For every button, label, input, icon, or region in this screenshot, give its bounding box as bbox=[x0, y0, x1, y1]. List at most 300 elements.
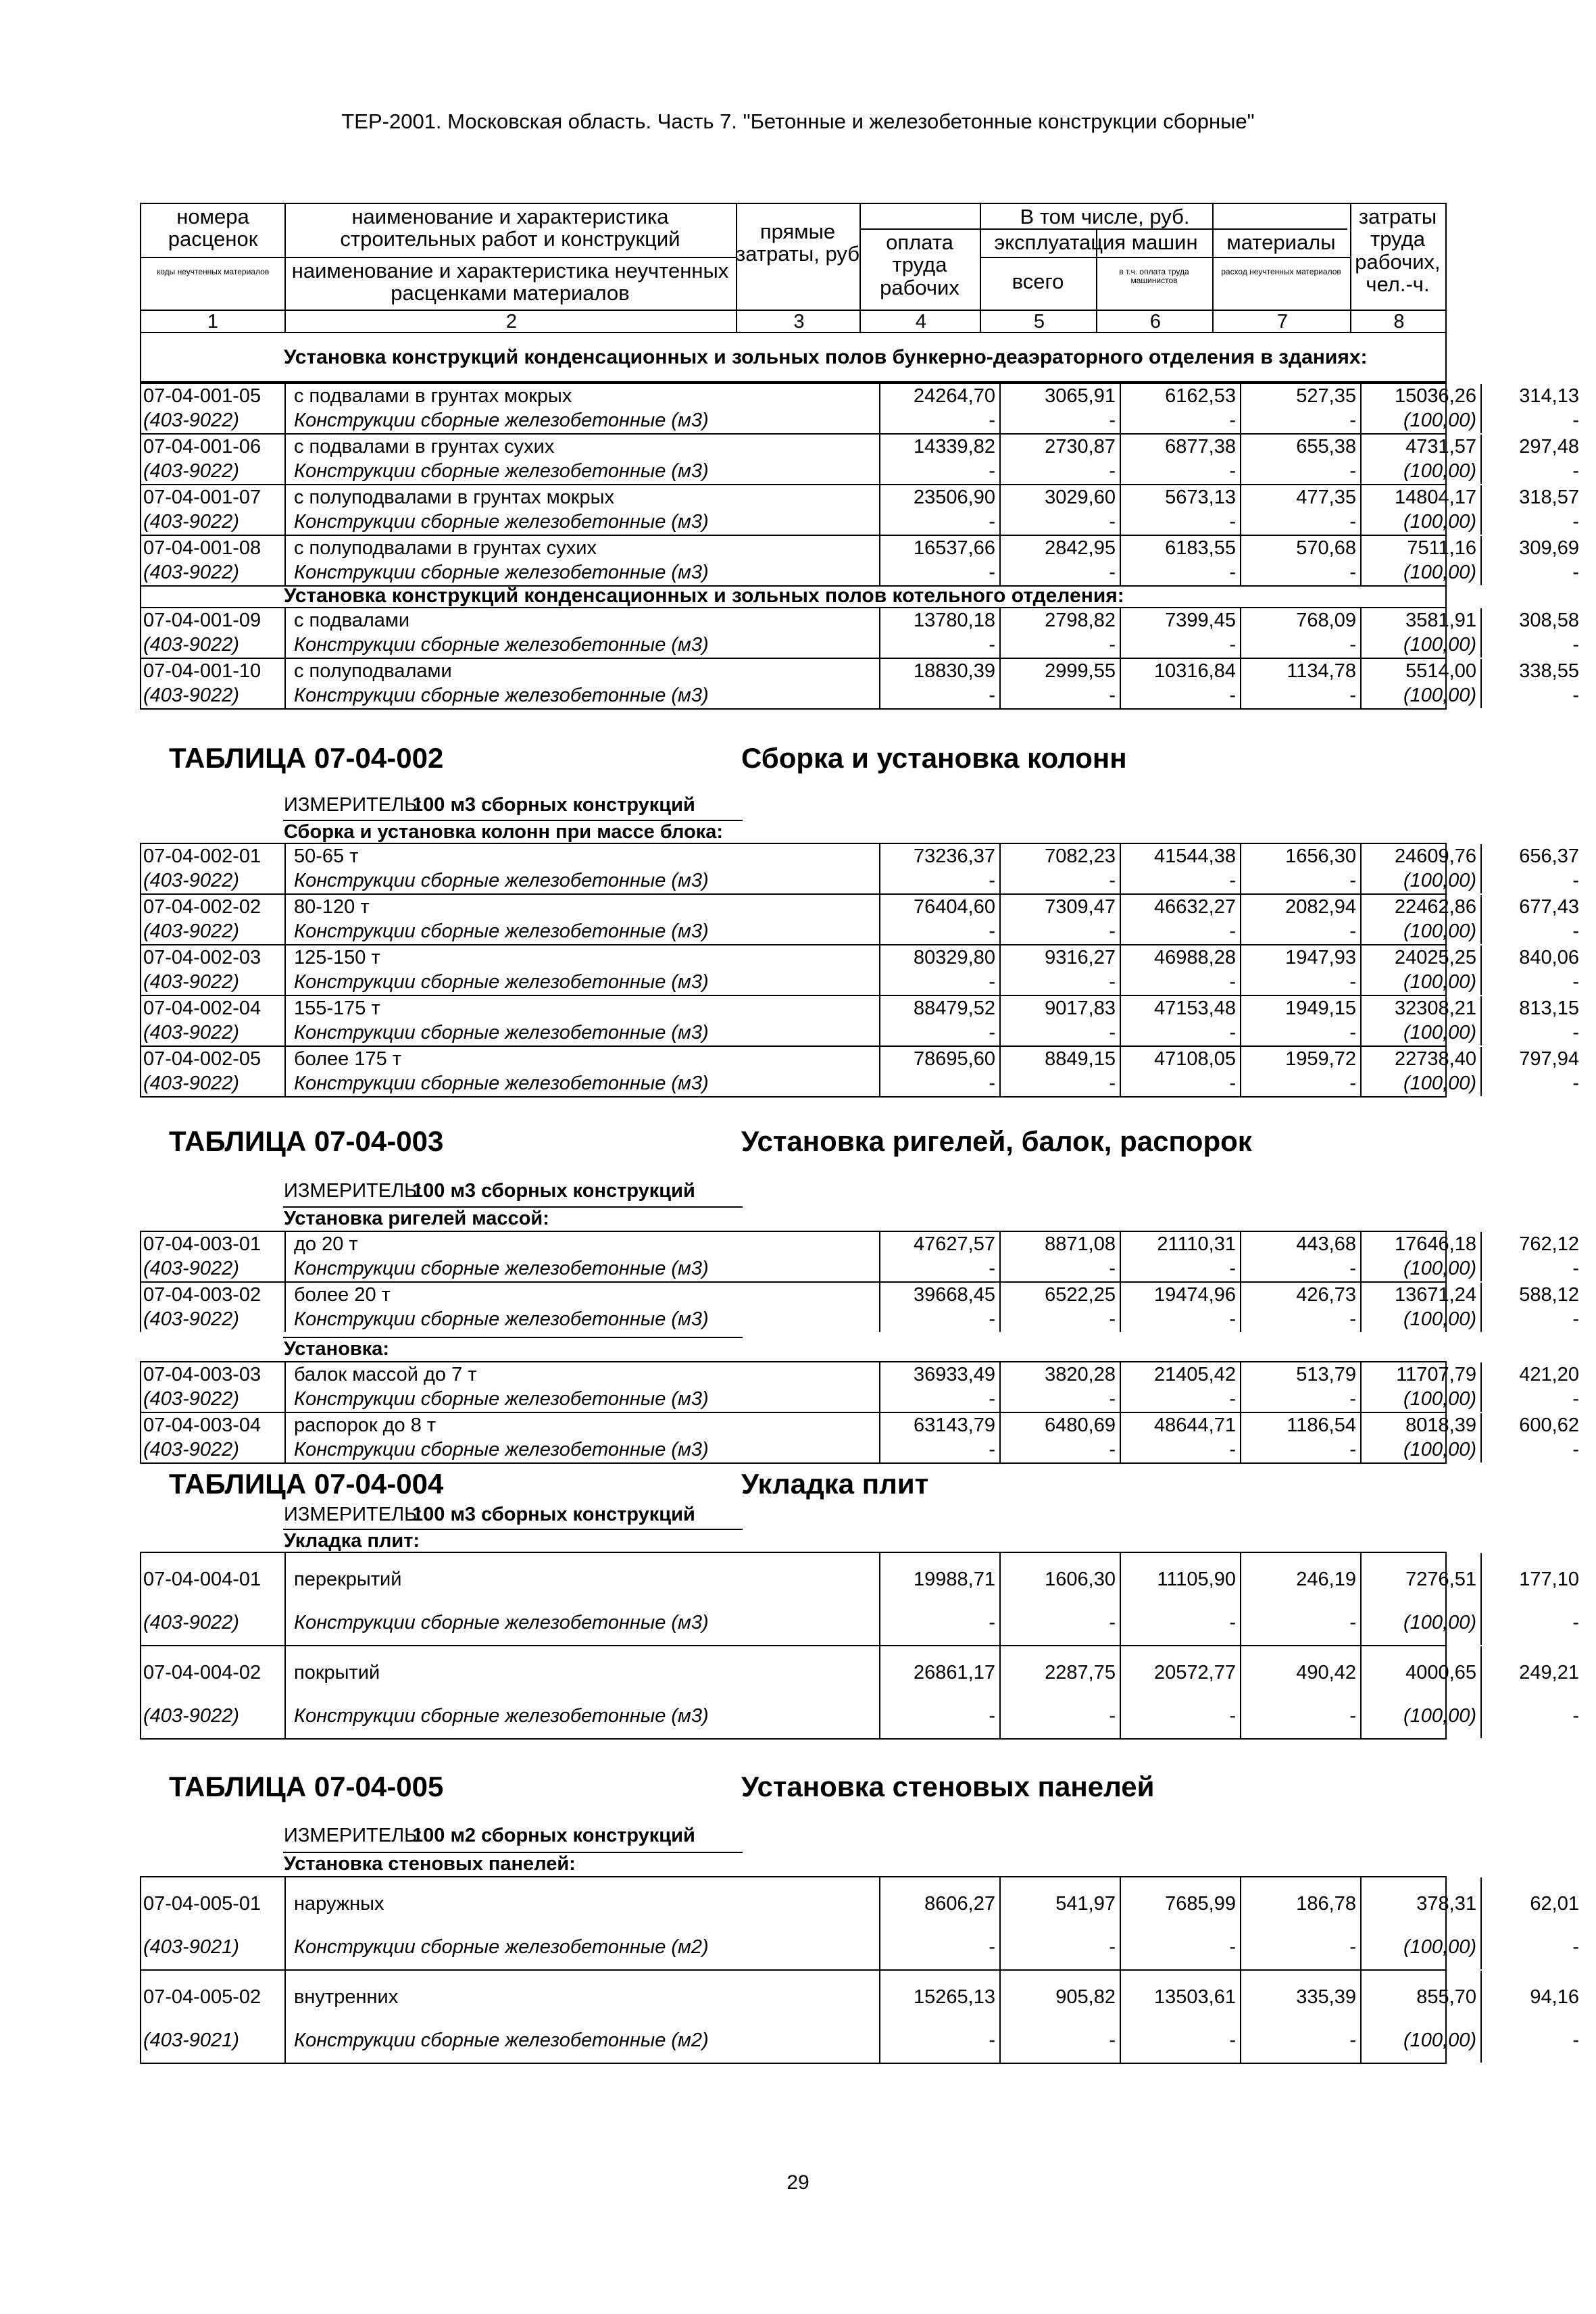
header-group-label: В том числе, руб. bbox=[1020, 205, 1190, 228]
rate-name: наружных bbox=[284, 1877, 879, 1921]
machinist-pay-value: 1656,30 bbox=[1240, 844, 1360, 868]
labor-pay-value: - bbox=[999, 1596, 1120, 1645]
material-row bbox=[140, 1306, 1579, 1332]
materials-value: (100,00) bbox=[1360, 1020, 1480, 1045]
machinist-pay-value: 490,42 bbox=[1240, 1646, 1360, 1690]
rate-row bbox=[140, 535, 1579, 560]
materials-value: (100,00) bbox=[1360, 1306, 1480, 1332]
material-name: Конструкции сборные железобетонные (м3) bbox=[284, 1386, 879, 1412]
machinist-pay-value: - bbox=[1240, 632, 1360, 658]
machinist-pay-value: 527,35 bbox=[1240, 384, 1360, 408]
machines-total-value: 46632,27 bbox=[1120, 895, 1240, 918]
materials-value: (100,00) bbox=[1360, 1437, 1480, 1462]
machines-total-value: - bbox=[1120, 1306, 1240, 1332]
direct-costs-value: 13780,18 bbox=[879, 608, 999, 632]
group-title: Установка стеновых панелей: bbox=[284, 1853, 576, 1875]
material-code: (403-9022) bbox=[143, 511, 239, 533]
material-name: Конструкции сборные железобетонные (м3) bbox=[284, 1690, 879, 1738]
material-name: Конструкции сборные железобетонные (м3) bbox=[284, 458, 879, 484]
labor-hours-value: - bbox=[1480, 1437, 1583, 1462]
machines-total-value: 21110,31 bbox=[1120, 1232, 1240, 1256]
material-name: Конструкции сборные железобетонные (м3) bbox=[284, 509, 879, 535]
labor-pay-value: 8871,08 bbox=[999, 1232, 1120, 1256]
direct-costs-value: - bbox=[879, 1070, 999, 1096]
material-row bbox=[140, 2014, 1579, 2063]
direct-costs-value: - bbox=[879, 458, 999, 484]
labor-hours-value: - bbox=[1480, 458, 1583, 484]
machines-total-value: 47108,05 bbox=[1120, 1047, 1240, 1070]
direct-costs-value: - bbox=[879, 1386, 999, 1412]
labor-pay-value: - bbox=[999, 632, 1120, 658]
direct-costs-value: 80329,80 bbox=[879, 945, 999, 969]
machinist-pay-value: - bbox=[1240, 1437, 1360, 1462]
rate-row bbox=[140, 1361, 1579, 1386]
header-machinist-pay: в т.ч. оплата труда машинистов bbox=[1119, 267, 1189, 285]
machines-total-value: 46988,28 bbox=[1120, 945, 1240, 969]
materials-value: 14804,17 bbox=[1360, 485, 1480, 509]
material-code: (403-9022) bbox=[143, 685, 239, 706]
labor-pay-value: 2999,55 bbox=[999, 659, 1120, 683]
material-code: (403-9022) bbox=[143, 1022, 239, 1043]
labor-hours-value: - bbox=[1480, 918, 1583, 944]
rate-code: 07-04-002-02 bbox=[143, 896, 261, 918]
machinist-pay-value: - bbox=[1240, 918, 1360, 944]
materials-value: (100,00) bbox=[1360, 868, 1480, 893]
direct-costs-value: - bbox=[879, 560, 999, 585]
measure-label: ИЗМЕРИТЕЛЬ: bbox=[284, 1825, 423, 1846]
labor-hours-value: - bbox=[1480, 1020, 1583, 1045]
machines-total-value: - bbox=[1120, 1070, 1240, 1096]
labor-pay-value: 3065,91 bbox=[999, 384, 1120, 408]
rate-row bbox=[140, 658, 1579, 683]
header-materials: материалы bbox=[1226, 230, 1336, 254]
rate-code: 07-04-001-10 bbox=[143, 660, 261, 682]
labor-pay-value: 6480,69 bbox=[999, 1413, 1120, 1437]
material-name: Конструкции сборные железобетонные (м3) bbox=[284, 918, 879, 944]
materials-value: (100,00) bbox=[1360, 1256, 1480, 1281]
rate-row bbox=[140, 1231, 1579, 1256]
labor-pay-value: - bbox=[999, 1921, 1120, 1969]
machinist-pay-value: 477,35 bbox=[1240, 485, 1360, 509]
rate-row bbox=[140, 1552, 1579, 1596]
labor-hours-value: 797,94 bbox=[1480, 1047, 1583, 1070]
direct-costs-value: - bbox=[879, 2014, 999, 2063]
direct-costs-value: - bbox=[879, 1437, 999, 1462]
labor-pay-value: 8849,15 bbox=[999, 1047, 1120, 1070]
materials-value: 24025,25 bbox=[1360, 945, 1480, 969]
rate-code: 07-04-001-05 bbox=[143, 385, 261, 407]
rate-row bbox=[140, 995, 1579, 1020]
direct-costs-value: 88479,52 bbox=[879, 996, 999, 1020]
machines-total-value: 41544,38 bbox=[1120, 844, 1240, 868]
rate-row bbox=[140, 1281, 1579, 1306]
materials-value: (100,00) bbox=[1360, 2014, 1480, 2063]
direct-costs-value: - bbox=[879, 1596, 999, 1645]
page-title: ТЕР-2001. Московская область. Часть 7. "Бетонные и железобетонные конструкции сборные" bbox=[341, 109, 1255, 133]
material-code: (403-9022) bbox=[143, 1705, 239, 1727]
labor-hours-value: 813,15 bbox=[1480, 996, 1583, 1020]
machinist-pay-value: 1186,54 bbox=[1240, 1413, 1360, 1437]
labor-hours-value: 308,58 bbox=[1480, 608, 1583, 632]
material-row bbox=[140, 509, 1579, 535]
materials-value: (100,00) bbox=[1360, 1596, 1480, 1645]
direct-costs-value: 63143,79 bbox=[879, 1413, 999, 1437]
machines-total-value: - bbox=[1120, 408, 1240, 433]
col-number: 2 bbox=[284, 311, 737, 332]
machinist-pay-value: 1947,93 bbox=[1240, 945, 1360, 969]
material-code: (403-9022) bbox=[143, 460, 239, 482]
table-bottom-border bbox=[140, 1096, 1447, 1098]
direct-costs-value: - bbox=[879, 1921, 999, 1969]
machines-total-value: 10316,84 bbox=[1120, 659, 1240, 683]
labor-hours-value: 840,06 bbox=[1480, 945, 1583, 969]
materials-value: (100,00) bbox=[1360, 1070, 1480, 1096]
direct-costs-value: - bbox=[879, 408, 999, 433]
materials-value: 8018,39 bbox=[1360, 1413, 1480, 1437]
rate-row bbox=[140, 944, 1579, 969]
rate-code: 07-04-001-06 bbox=[143, 436, 261, 458]
machinist-pay-value: - bbox=[1240, 1306, 1360, 1332]
col-number: 3 bbox=[736, 311, 861, 332]
rate-code: 07-04-003-03 bbox=[143, 1364, 261, 1385]
rate-name: покрытий bbox=[284, 1646, 879, 1690]
labor-pay-value: - bbox=[999, 1020, 1120, 1045]
material-name: Конструкции сборные железобетонные (м3) bbox=[284, 1020, 879, 1045]
machines-total-value: - bbox=[1120, 1256, 1240, 1281]
machinist-pay-value: 655,38 bbox=[1240, 435, 1360, 458]
column-header bbox=[140, 203, 1447, 311]
machines-total-value: - bbox=[1120, 1690, 1240, 1738]
material-code: (403-9021) bbox=[143, 1936, 239, 1958]
materials-value: (100,00) bbox=[1360, 969, 1480, 995]
labor-pay-value: 2287,75 bbox=[999, 1646, 1120, 1690]
materials-value: 15036,26 bbox=[1360, 384, 1480, 408]
machines-total-value: - bbox=[1120, 458, 1240, 484]
direct-costs-value: - bbox=[879, 632, 999, 658]
direct-costs-value: 16537,66 bbox=[879, 536, 999, 560]
rate-code: 07-04-001-07 bbox=[143, 487, 261, 508]
direct-costs-value: 15265,13 bbox=[879, 1971, 999, 2014]
material-row bbox=[140, 1437, 1579, 1462]
material-row bbox=[140, 969, 1579, 995]
labor-pay-value: - bbox=[999, 969, 1120, 995]
col-number: 7 bbox=[1212, 311, 1351, 332]
direct-costs-value: 23506,90 bbox=[879, 485, 999, 509]
table-heading: Укладка плит bbox=[741, 1468, 929, 1500]
materials-value: (100,00) bbox=[1360, 509, 1480, 535]
direct-costs-value: 78695,60 bbox=[879, 1047, 999, 1070]
table-title: ТАБЛИЦА 07-04-004 bbox=[169, 1468, 444, 1500]
machinist-pay-value: - bbox=[1240, 683, 1360, 708]
labor-pay-value: - bbox=[999, 683, 1120, 708]
rate-name: распорок до 8 т bbox=[284, 1413, 879, 1437]
machinist-pay-value: - bbox=[1240, 2014, 1360, 2063]
direct-costs-value: 36933,49 bbox=[879, 1362, 999, 1386]
machinist-pay-value: - bbox=[1240, 1921, 1360, 1969]
rate-name: 155-175 т bbox=[284, 996, 879, 1020]
column-numbers bbox=[140, 311, 1447, 333]
rate-code: 07-04-002-03 bbox=[143, 947, 261, 968]
material-code: (403-9022) bbox=[143, 1308, 239, 1330]
labor-pay-value: 2798,82 bbox=[999, 608, 1120, 632]
measure-label: ИЗМЕРИТЕЛЬ: bbox=[284, 1504, 423, 1525]
materials-value: 17646,18 bbox=[1360, 1232, 1480, 1256]
rate-name: до 20 т bbox=[284, 1232, 879, 1256]
direct-costs-value: 8606,27 bbox=[879, 1877, 999, 1921]
table-bottom-border bbox=[140, 2063, 1447, 2064]
rate-row bbox=[140, 1645, 1579, 1690]
direct-costs-value: - bbox=[879, 969, 999, 995]
machines-total-value: - bbox=[1120, 2014, 1240, 2063]
direct-costs-value: - bbox=[879, 1020, 999, 1045]
direct-costs-value: - bbox=[879, 1690, 999, 1738]
rate-row bbox=[140, 1412, 1579, 1437]
labor-hours-value: 656,37 bbox=[1480, 844, 1583, 868]
material-row bbox=[140, 918, 1579, 944]
machinist-pay-value: - bbox=[1240, 969, 1360, 995]
header-codes: номера расценок bbox=[168, 205, 258, 251]
direct-costs-value: 76404,60 bbox=[879, 895, 999, 918]
machines-total-value: 48644,71 bbox=[1120, 1413, 1240, 1437]
material-name: Конструкции сборные железобетонные (м3) bbox=[284, 1437, 879, 1462]
material-code: (403-9022) bbox=[143, 1439, 239, 1460]
materials-value: (100,00) bbox=[1360, 458, 1480, 484]
materials-value: 13671,24 bbox=[1360, 1283, 1480, 1306]
machinist-pay-value: 426,73 bbox=[1240, 1283, 1360, 1306]
header-labor-hours: затраты труда рабочих, чел.-ч. bbox=[1355, 205, 1441, 297]
labor-pay-value: 1606,30 bbox=[999, 1553, 1120, 1596]
materials-value: (100,00) bbox=[1360, 632, 1480, 658]
section-title: Установка конструкций конденсационных и зольных полов котельного отделения: bbox=[284, 585, 1124, 607]
direct-costs-value: 19988,71 bbox=[879, 1553, 999, 1596]
materials-value: (100,00) bbox=[1360, 1921, 1480, 1969]
labor-pay-value: 3820,28 bbox=[999, 1362, 1120, 1386]
material-name: Конструкции сборные железобетонные (м2) bbox=[284, 1921, 879, 1969]
labor-pay-value: 541,97 bbox=[999, 1877, 1120, 1921]
materials-value: (100,00) bbox=[1360, 918, 1480, 944]
material-name: Конструкции сборные железобетонные (м3) bbox=[284, 1306, 879, 1332]
material-row bbox=[140, 1596, 1579, 1645]
direct-costs-value: 39668,45 bbox=[879, 1283, 999, 1306]
materials-value: 5514,00 bbox=[1360, 659, 1480, 683]
rate-code: 07-04-001-08 bbox=[143, 537, 261, 559]
materials-value: 855,70 bbox=[1360, 1971, 1480, 2014]
direct-costs-value: - bbox=[879, 509, 999, 535]
table-heading: Сборка и установка колонн bbox=[741, 742, 1127, 774]
machines-total-value: - bbox=[1120, 918, 1240, 944]
measure-value: 100 м3 сборных конструкций bbox=[412, 1180, 695, 1202]
rate-name: более 20 т bbox=[284, 1283, 879, 1306]
machines-total-value: - bbox=[1120, 1386, 1240, 1412]
header-material-codes: коды неучтенных материалов bbox=[156, 267, 270, 276]
material-code: (403-9021) bbox=[143, 2029, 239, 2051]
direct-costs-value: - bbox=[879, 1306, 999, 1332]
machinist-pay-value: - bbox=[1240, 458, 1360, 484]
labor-hours-value: 309,69 bbox=[1480, 536, 1583, 560]
labor-hours-value: - bbox=[1480, 683, 1583, 708]
machinist-pay-value: 513,79 bbox=[1240, 1362, 1360, 1386]
labor-pay-value: - bbox=[999, 1690, 1120, 1738]
machines-total-value: 5673,13 bbox=[1120, 485, 1240, 509]
material-name: Конструкции сборные железобетонные (м3) bbox=[284, 1256, 879, 1281]
rate-row bbox=[140, 1045, 1579, 1070]
materials-value: 22738,40 bbox=[1360, 1047, 1480, 1070]
direct-costs-value: 47627,57 bbox=[879, 1232, 999, 1256]
machines-total-value: - bbox=[1120, 509, 1240, 535]
labor-pay-value: - bbox=[999, 1256, 1120, 1281]
labor-hours-value: - bbox=[1480, 2014, 1583, 2063]
rate-name: балок массой до 7 т bbox=[284, 1362, 879, 1386]
machinist-pay-value: 1134,78 bbox=[1240, 659, 1360, 683]
header-material-usage: расход неучтенных материалов bbox=[1221, 267, 1341, 276]
machinist-pay-value: 186,78 bbox=[1240, 1877, 1360, 1921]
material-code: (403-9022) bbox=[143, 920, 239, 942]
materials-value: 4000,65 bbox=[1360, 1646, 1480, 1690]
machines-total-value: 47153,48 bbox=[1120, 996, 1240, 1020]
material-name: Конструкции сборные железобетонные (м3) bbox=[284, 1596, 879, 1645]
rate-name: более 175 т bbox=[284, 1047, 879, 1070]
machines-total-value: - bbox=[1120, 1596, 1240, 1645]
labor-hours-value: 338,55 bbox=[1480, 659, 1583, 683]
table-title: ТАБЛИЦА 07-04-002 bbox=[169, 742, 444, 774]
labor-hours-value: 421,20 bbox=[1480, 1362, 1583, 1386]
material-code: (403-9022) bbox=[143, 1388, 239, 1410]
header-labor-pay: оплата труда рабочих bbox=[880, 230, 959, 299]
machinist-pay-value: - bbox=[1240, 1386, 1360, 1412]
machines-total-value: 7685,99 bbox=[1120, 1877, 1240, 1921]
material-row bbox=[140, 1386, 1579, 1412]
machines-total-value: - bbox=[1120, 1020, 1240, 1045]
rate-name: с полуподвалами в грунтах мокрых bbox=[284, 485, 879, 509]
machinist-pay-value: - bbox=[1240, 408, 1360, 433]
machinist-pay-value: 335,39 bbox=[1240, 1971, 1360, 2014]
machines-total-value: 6877,38 bbox=[1120, 435, 1240, 458]
machinist-pay-value: - bbox=[1240, 868, 1360, 893]
col-number: 6 bbox=[1096, 311, 1214, 332]
measure-label: ИЗМЕРИТЕЛЬ: bbox=[284, 794, 423, 816]
labor-hours-value: - bbox=[1480, 1256, 1583, 1281]
header-direct-costs: прямые затраты, руб bbox=[736, 220, 859, 266]
col-number: 8 bbox=[1350, 311, 1447, 332]
measure-value: 100 м3 сборных конструкций bbox=[412, 1504, 695, 1525]
labor-pay-value: 2842,95 bbox=[999, 536, 1120, 560]
measure-value: 100 м3 сборных конструкций bbox=[412, 794, 695, 816]
labor-pay-value: - bbox=[999, 1070, 1120, 1096]
table-bottom-border bbox=[140, 1738, 1447, 1740]
labor-hours-value: - bbox=[1480, 1306, 1583, 1332]
machinist-pay-value: - bbox=[1240, 560, 1360, 585]
direct-costs-value: - bbox=[879, 1256, 999, 1281]
material-code: (403-9022) bbox=[143, 971, 239, 993]
machinist-pay-value: 1949,15 bbox=[1240, 996, 1360, 1020]
machinist-pay-value: 1959,72 bbox=[1240, 1047, 1360, 1070]
labor-pay-value: - bbox=[999, 408, 1120, 433]
machines-total-value: - bbox=[1120, 1437, 1240, 1462]
header-machines: эксплуатация машин bbox=[994, 230, 1198, 254]
machinist-pay-value: 768,09 bbox=[1240, 608, 1360, 632]
machines-total-value: - bbox=[1120, 560, 1240, 585]
labor-hours-value: 314,13 bbox=[1480, 384, 1583, 408]
machines-total-value: - bbox=[1120, 1921, 1240, 1969]
rate-name: 125-150 т bbox=[284, 945, 879, 969]
material-code: (403-9022) bbox=[143, 634, 239, 656]
material-code: (403-9022) bbox=[143, 1258, 239, 1279]
machines-total-value: 19474,96 bbox=[1120, 1283, 1240, 1306]
machines-total-value: - bbox=[1120, 868, 1240, 893]
materials-value: 7511,16 bbox=[1360, 536, 1480, 560]
rate-name: с подвалами в грунтах сухих bbox=[284, 435, 879, 458]
materials-value: 24609,76 bbox=[1360, 844, 1480, 868]
materials-value: 378,31 bbox=[1360, 1877, 1480, 1921]
materials-value: 3581,91 bbox=[1360, 608, 1480, 632]
direct-costs-value: - bbox=[879, 918, 999, 944]
labor-hours-value: - bbox=[1480, 1070, 1583, 1096]
labor-hours-value: - bbox=[1480, 1596, 1583, 1645]
rate-row bbox=[140, 893, 1579, 918]
materials-value: 7276,51 bbox=[1360, 1553, 1480, 1596]
rate-code: 07-04-002-04 bbox=[143, 998, 261, 1019]
machinist-pay-value: 2082,94 bbox=[1240, 895, 1360, 918]
group-title: Установка ригелей массой: bbox=[284, 1208, 549, 1229]
rate-name: с подвалами в грунтах мокрых bbox=[284, 384, 879, 408]
rate-name: 50-65 т bbox=[284, 844, 879, 868]
labor-pay-value: - bbox=[999, 1437, 1120, 1462]
rate-row bbox=[140, 383, 1579, 408]
labor-pay-value: 2730,87 bbox=[999, 435, 1120, 458]
materials-value: 11707,79 bbox=[1360, 1362, 1480, 1386]
labor-hours-value: 177,10 bbox=[1480, 1553, 1583, 1596]
section-title: Установка конструкций конденсационных и зольных полов бункерно-деаэраторного отделения в зданиях: bbox=[284, 346, 1368, 368]
material-row bbox=[140, 1921, 1579, 1969]
rate-name: перекрытий bbox=[284, 1553, 879, 1596]
material-name: Конструкции сборные железобетонные (м3) bbox=[284, 1070, 879, 1096]
material-name: Конструкции сборные железобетонные (м2) bbox=[284, 2014, 879, 2063]
material-name: Конструкции сборные железобетонные (м3) bbox=[284, 632, 879, 658]
labor-hours-value: - bbox=[1480, 560, 1583, 585]
rate-code: 07-04-005-02 bbox=[143, 1986, 261, 2008]
labor-pay-value: - bbox=[999, 1386, 1120, 1412]
machines-total-value: 21405,42 bbox=[1120, 1362, 1240, 1386]
labor-pay-value: - bbox=[999, 868, 1120, 893]
group-title: Сборка и установка колонн при массе блока: bbox=[284, 821, 724, 843]
machinist-pay-value: 443,68 bbox=[1240, 1232, 1360, 1256]
labor-pay-value: - bbox=[999, 509, 1120, 535]
rate-row bbox=[140, 484, 1579, 509]
rate-code: 07-04-003-01 bbox=[143, 1233, 261, 1255]
rate-code: 07-04-002-05 bbox=[143, 1048, 261, 1070]
rate-name: внутренних bbox=[284, 1971, 879, 2014]
material-code: (403-9022) bbox=[143, 1073, 239, 1094]
rate-row bbox=[140, 1876, 1579, 1921]
group-title: Укладка плит: bbox=[284, 1530, 420, 1552]
rate-code: 07-04-001-09 bbox=[143, 610, 261, 631]
material-code: (403-9022) bbox=[143, 562, 239, 583]
labor-hours-value: - bbox=[1480, 969, 1583, 995]
rate-name: с подвалами bbox=[284, 608, 879, 632]
labor-pay-value: 6522,25 bbox=[999, 1283, 1120, 1306]
machinist-pay-value: - bbox=[1240, 1596, 1360, 1645]
labor-pay-value: 7082,23 bbox=[999, 844, 1120, 868]
direct-costs-value: - bbox=[879, 868, 999, 893]
direct-costs-value: 24264,70 bbox=[879, 384, 999, 408]
labor-hours-value: 762,12 bbox=[1480, 1232, 1583, 1256]
material-name: Конструкции сборные железобетонные (м3) bbox=[284, 560, 879, 585]
labor-hours-value: - bbox=[1480, 509, 1583, 535]
labor-hours-value: 588,12 bbox=[1480, 1283, 1583, 1306]
machinist-pay-value: - bbox=[1240, 509, 1360, 535]
material-row bbox=[140, 868, 1579, 893]
rate-name: с полуподвалами bbox=[284, 659, 879, 683]
